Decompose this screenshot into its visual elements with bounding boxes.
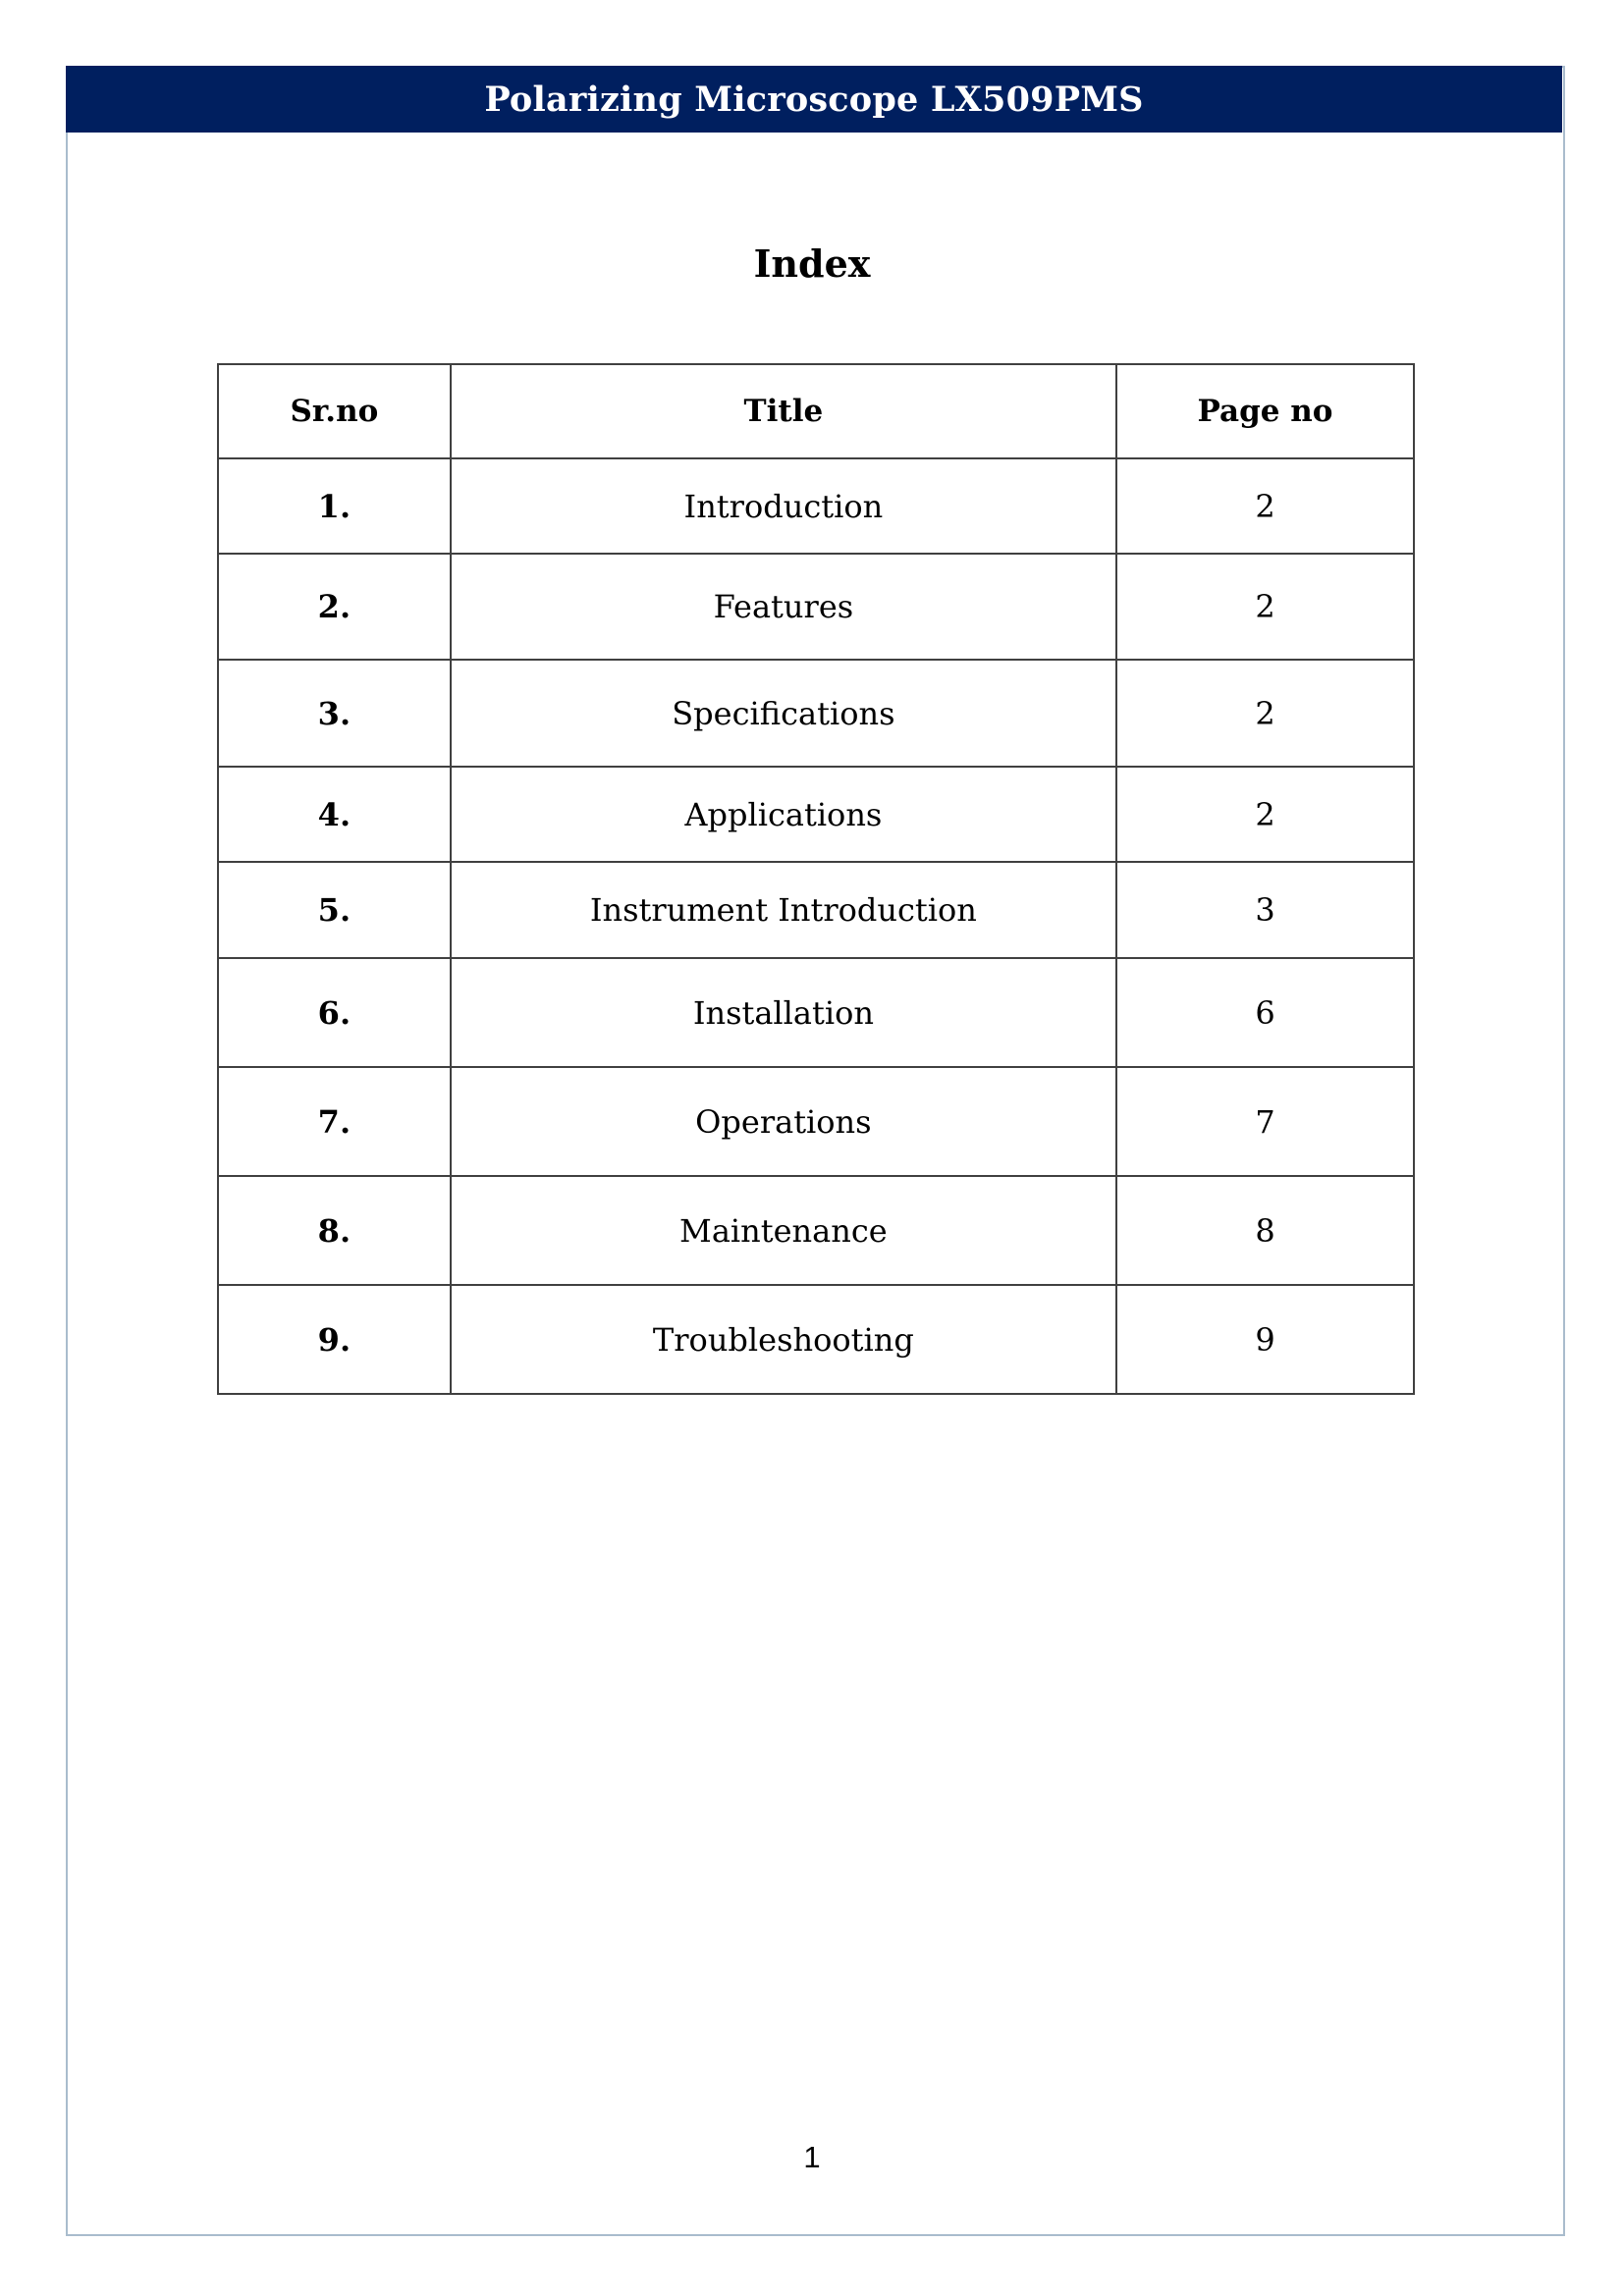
row-sr-no: 8. [218, 1176, 451, 1285]
row-sr-no: 7. [218, 1067, 451, 1176]
table-row [218, 458, 1414, 554]
column-header-title: Title [451, 364, 1116, 458]
row-page-no: 2 [1116, 767, 1414, 862]
row-page-no: 2 [1116, 660, 1414, 767]
row-sr-no: 2. [218, 554, 451, 660]
row-title: Instrument Introduction [451, 862, 1116, 958]
row-page-no: 2 [1116, 554, 1414, 660]
table-row [218, 1285, 1414, 1394]
column-header-page-no: Page no [1116, 364, 1414, 458]
row-page-no: 2 [1116, 458, 1414, 554]
row-sr-no: 6. [218, 958, 451, 1067]
column-header-sr-no: Sr.no [218, 364, 451, 458]
table-row [218, 660, 1414, 767]
document-title: Polarizing Microscope LX509PMS [484, 79, 1144, 120]
table-row [218, 554, 1414, 660]
table-row [218, 958, 1414, 1067]
table-header-row [218, 364, 1414, 458]
row-sr-no: 1. [218, 458, 451, 554]
header-band [66, 66, 1562, 133]
index-table [217, 363, 1415, 1395]
row-title: Troubleshooting [451, 1285, 1116, 1394]
row-title: Operations [451, 1067, 1116, 1176]
row-page-no: 6 [1116, 958, 1414, 1067]
index-heading: Index [753, 241, 871, 286]
table-row [218, 862, 1414, 958]
row-title: Features [451, 554, 1116, 660]
table-row [218, 1067, 1414, 1176]
table-row [218, 767, 1414, 862]
row-page-no: 7 [1116, 1067, 1414, 1176]
row-title: Maintenance [451, 1176, 1116, 1285]
row-page-no: 9 [1116, 1285, 1414, 1394]
row-title: Introduction [451, 458, 1116, 554]
row-title: Specifications [451, 660, 1116, 767]
table-row [218, 1176, 1414, 1285]
row-title: Applications [451, 767, 1116, 862]
row-page-no: 3 [1116, 862, 1414, 958]
row-page-no: 8 [1116, 1176, 1414, 1285]
row-sr-no: 5. [218, 862, 451, 958]
row-sr-no: 9. [218, 1285, 451, 1394]
row-title: Installation [451, 958, 1116, 1067]
row-sr-no: 3. [218, 660, 451, 767]
row-sr-no: 4. [218, 767, 451, 862]
page-number: 1 [803, 2140, 821, 2174]
